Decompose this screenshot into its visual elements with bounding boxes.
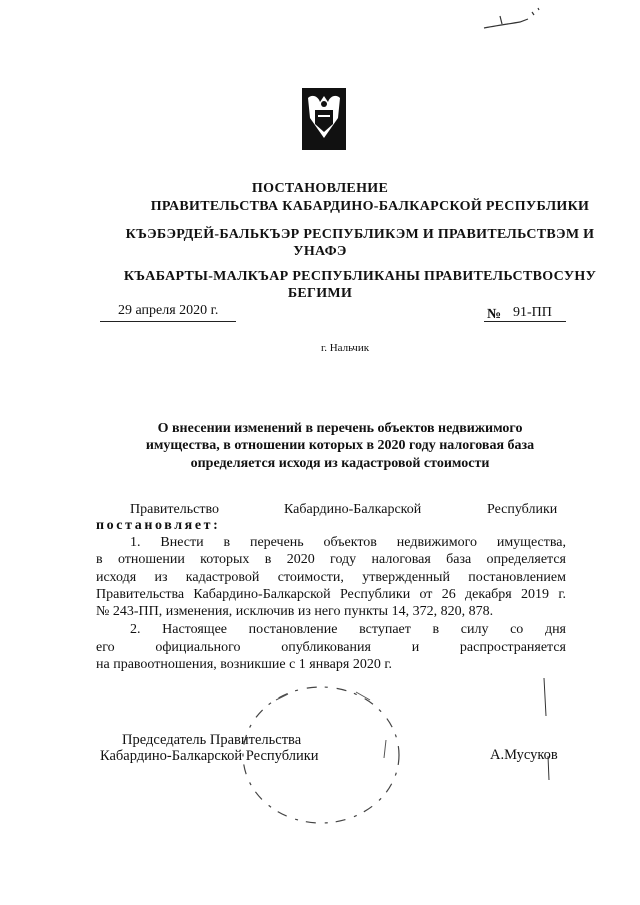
doc-number: 91-ПП (513, 305, 552, 320)
doc-title-line2: имущества, в отношении которых в 2020 году налоговая база (145, 438, 535, 453)
doc-date: 29 апреля 2020 г. (118, 303, 219, 318)
p1-line4: Правительства Кабардино-Балкарской Республики от 26 декабря 2019 г. (96, 587, 566, 602)
handwritten-mark (478, 6, 548, 36)
number-underline (484, 321, 566, 322)
doc-title-line3: определяется исходя из кадастровой стоимости (190, 456, 490, 471)
p1-line2: в отношении которых в 2020 году налоговая база определяется (96, 552, 566, 567)
issuer-ru: ПРАВИТЕЛЬСТВА КАБАРДИНО-БАЛКАРСКОЙ РЕСПУБЛИКИ (150, 199, 590, 214)
coat-of-arms-emblem (302, 88, 346, 150)
issuer-krc-line1: КЪАБАРТЫ-МАЛКЪАР РЕСПУБЛИКАНЫ ПРАВИТЕЛЬСТВОСУНУ (123, 269, 597, 284)
decides-word: постановляет: (96, 518, 221, 533)
issuer-kbd-line1: КЪЭБЭРДЕЙ-БАЛЬКЪЭР РЕСПУБЛИКЭМ И ПРАВИТЕЛЬСТВЭМ И (125, 227, 595, 242)
p1-line3: исходя из кадастровой стоимости, утвержденный постановлением (96, 570, 566, 585)
p2-line2: его официального опубликования и распространяется (96, 640, 566, 655)
signer-position-line1: Председатель Правительства (122, 732, 302, 748)
p2-line1: 2. Настоящее постановление вступает в силу со дня (130, 622, 566, 637)
signer-position-line2: Кабардино-Балкарской Республики (100, 748, 319, 764)
intro-word-government: Правительство (130, 502, 219, 517)
intro-word-kbr: Кабардино-Балкарской (284, 502, 422, 517)
doc-city: г. Нальчик (320, 342, 370, 354)
issuer-kbd-line2: УНАФЭ (293, 244, 347, 259)
intro-word-republic: Республики (487, 502, 558, 517)
signature-stroke (532, 676, 562, 786)
p2-line3: на правоотношения, возникшие с 1 января 2020 г. (96, 657, 392, 672)
number-label: № (487, 307, 502, 322)
date-underline (100, 321, 236, 322)
signer-name: А.Мусуков (490, 747, 558, 763)
p1-line1: 1. Внести в перечень объектов недвижимого имущества, (130, 535, 566, 550)
issuer-krc-line2: БЕГИМИ (287, 286, 353, 301)
p1-line5: № 243-ПП, изменения, исключив из него пункты 14, 372, 820, 878. (96, 604, 494, 619)
doc-title-line1: О внесении изменений в перечень объектов недвижимого (157, 421, 523, 436)
doc-type: ПОСТАНОВЛЕНИЕ (251, 181, 389, 196)
